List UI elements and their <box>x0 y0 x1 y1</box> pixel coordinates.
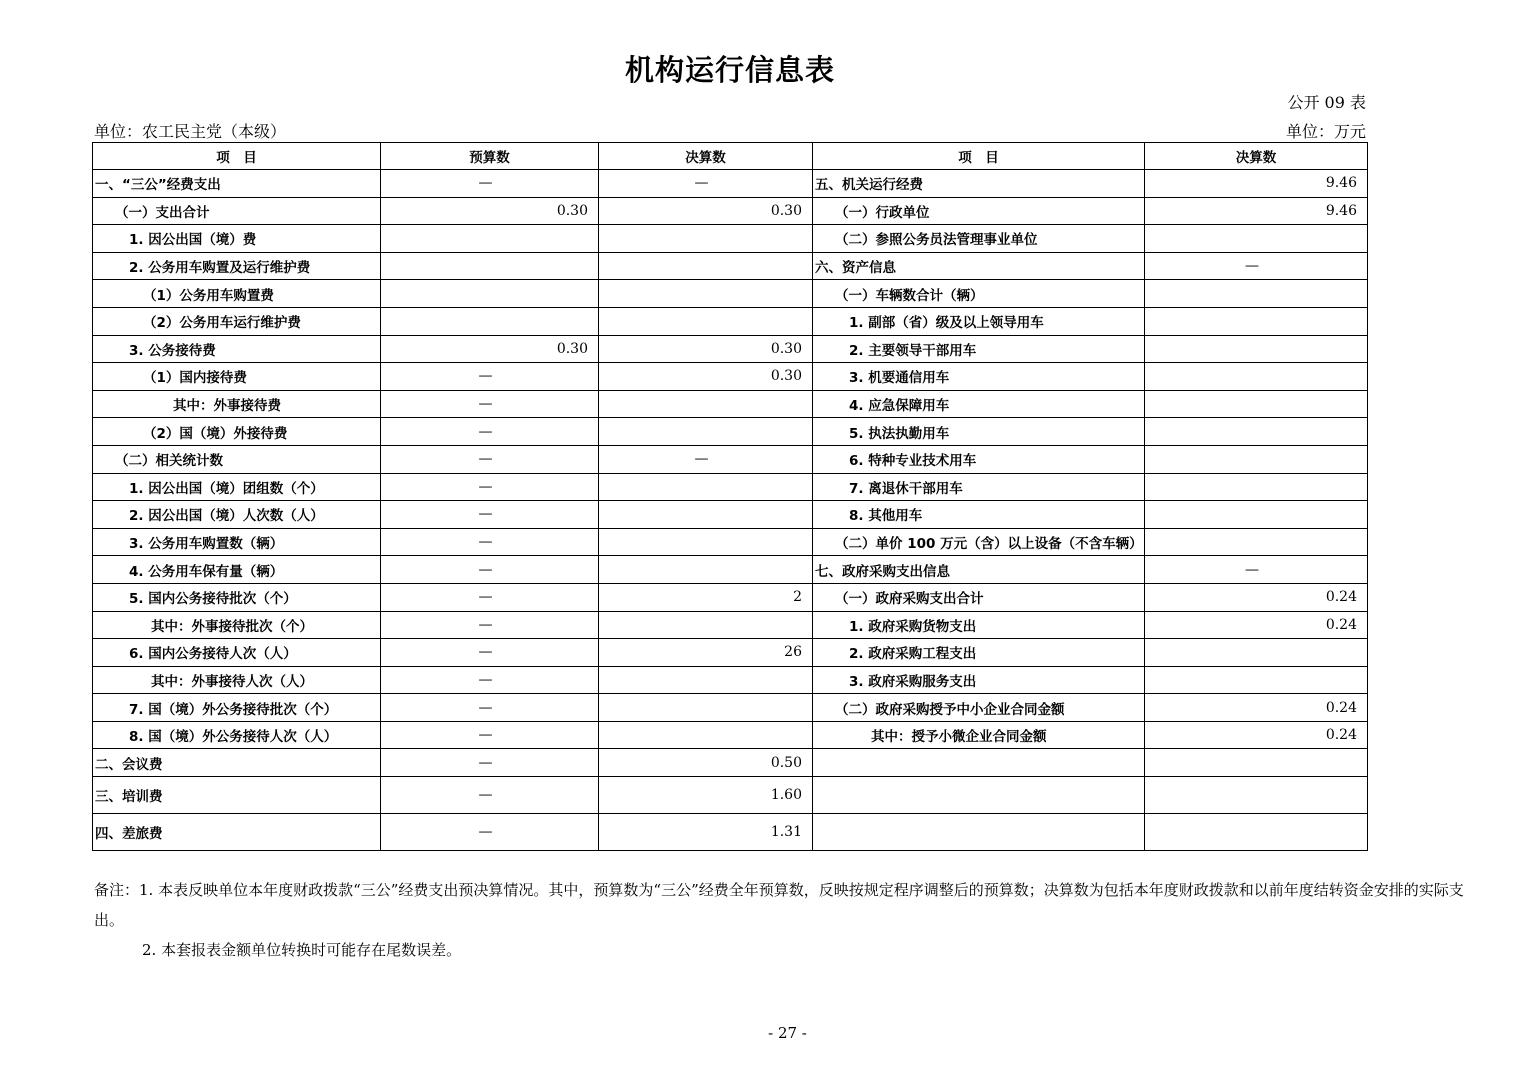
budget-value <box>381 307 599 335</box>
right-item-label: （二）参照公务员法管理事业单位 <box>813 225 1145 253</box>
budget-value: — <box>381 666 599 694</box>
table-row <box>93 777 1368 814</box>
right-final-value: 0.24 <box>1145 611 1368 639</box>
table-row <box>93 501 1368 529</box>
right-item-label <box>813 777 1145 814</box>
right-final-value: 9.46 <box>1145 197 1368 225</box>
final-value <box>599 721 813 749</box>
budget-value: — <box>381 556 599 584</box>
table-row <box>93 611 1368 639</box>
budget-value: — <box>381 721 599 749</box>
right-item-label: 五、机关运行经费 <box>813 170 1145 198</box>
right-item-label: （一）行政单位 <box>813 197 1145 225</box>
budget-value: 0.30 <box>381 197 599 225</box>
table-number: 公开 09 表 <box>1287 93 1366 112</box>
left-item-label: （二）相关统计数 <box>93 445 381 473</box>
left-item-label: （2）国（境）外接待费 <box>93 418 381 446</box>
right-final-value <box>1145 418 1368 446</box>
final-value: 1.31 <box>599 814 813 851</box>
info-table <box>92 142 1368 851</box>
table-row <box>93 280 1368 308</box>
right-item-label: 3. 政府采购服务支出 <box>813 666 1145 694</box>
header-final-right: 决算数 <box>1145 143 1368 170</box>
final-value <box>599 666 813 694</box>
right-item-label: 1. 副部（省）级及以上领导用车 <box>813 307 1145 335</box>
final-value <box>599 390 813 418</box>
table-row <box>93 583 1368 611</box>
right-final-value: 0.24 <box>1145 694 1368 722</box>
budget-value: — <box>381 390 599 418</box>
right-final-value <box>1145 528 1368 556</box>
right-final-value: 0.24 <box>1145 583 1368 611</box>
right-item-label: 5. 执法执勤用车 <box>813 418 1145 446</box>
final-value <box>599 252 813 280</box>
final-value: 0.30 <box>599 197 813 225</box>
right-item-label <box>813 749 1145 777</box>
left-item-label: 四、差旅费 <box>93 814 381 851</box>
right-item-label: 2. 主要领导干部用车 <box>813 335 1145 363</box>
left-item-label: 1. 因公出国（境）费 <box>93 225 381 253</box>
right-item-label: 7. 离退休干部用车 <box>813 473 1145 501</box>
right-item-label: （二）单价 100 万元（含）以上设备（不含车辆） <box>813 528 1145 556</box>
right-final-value <box>1145 225 1368 253</box>
left-item-label: 3. 公务用车购置数（辆） <box>93 528 381 556</box>
right-final-value <box>1145 280 1368 308</box>
final-value <box>599 418 813 446</box>
header-right-item: 项 目 <box>813 143 1145 170</box>
left-item-label: 其中：外事接待批次（个） <box>93 611 381 639</box>
final-value: — <box>599 445 813 473</box>
header-left-item: 项 目 <box>93 143 381 170</box>
budget-value: — <box>381 639 599 667</box>
right-item-label: 六、资产信息 <box>813 252 1145 280</box>
table-row <box>93 252 1368 280</box>
right-item-label: 七、政府采购支出信息 <box>813 556 1145 584</box>
left-item-label: （2）公务用车运行维护费 <box>93 307 381 335</box>
table-row <box>93 814 1368 851</box>
budget-value: — <box>381 501 599 529</box>
right-item-label <box>813 814 1145 851</box>
right-item-label: 2. 政府采购工程支出 <box>813 639 1145 667</box>
right-final-value <box>1145 363 1368 391</box>
right-final-value: — <box>1145 556 1368 584</box>
final-value: — <box>599 170 813 198</box>
right-final-value: — <box>1145 252 1368 280</box>
left-item-label: 一、“三公”经费支出 <box>93 170 381 198</box>
final-value <box>599 225 813 253</box>
right-final-value <box>1145 501 1368 529</box>
right-final-value <box>1145 666 1368 694</box>
table-row <box>93 666 1368 694</box>
right-item-label: 4. 应急保障用车 <box>813 390 1145 418</box>
budget-value: — <box>381 363 599 391</box>
budget-value <box>381 280 599 308</box>
budget-value: — <box>381 777 599 814</box>
right-final-value <box>1145 307 1368 335</box>
right-final-value <box>1145 390 1368 418</box>
header-budget: 预算数 <box>381 143 599 170</box>
right-final-value <box>1145 445 1368 473</box>
table-row <box>93 363 1368 391</box>
left-item-label: 二、会议费 <box>93 749 381 777</box>
final-value <box>599 501 813 529</box>
left-item-label: 其中：外事接待费 <box>93 390 381 418</box>
budget-value: — <box>381 170 599 198</box>
final-value <box>599 694 813 722</box>
left-item-label: 4. 公务用车保有量（辆） <box>93 556 381 584</box>
right-item-label: 8. 其他用车 <box>813 501 1145 529</box>
right-final-value: 9.46 <box>1145 170 1368 198</box>
reporting-unit: 单位：农工民主党（本级） <box>94 122 287 141</box>
final-value <box>599 280 813 308</box>
budget-value: — <box>381 694 599 722</box>
final-value: 0.30 <box>599 335 813 363</box>
table-row <box>93 639 1368 667</box>
final-value <box>599 556 813 584</box>
budget-value: — <box>381 473 599 501</box>
final-value <box>599 473 813 501</box>
left-item-label: 三、培训费 <box>93 777 381 814</box>
table-row <box>93 445 1368 473</box>
right-final-value <box>1145 814 1368 851</box>
left-item-label: 6. 国内公务接待人次（人） <box>93 639 381 667</box>
left-item-label: 1. 因公出国（境）团组数（个） <box>93 473 381 501</box>
right-final-value <box>1145 639 1368 667</box>
final-value <box>599 528 813 556</box>
note-1: 备注：1. 本表反映单位本年度财政拨款“三公”经费支出预决算情况。其中，预算数为“三公”经费全年预算数，反映按规定程序调整后的预算数；决算数为包括本年度财政拨款和以前年度结转资金安排的实际支出。 <box>94 881 1464 929</box>
currency-unit: 单位：万元 <box>1285 122 1366 141</box>
table-row <box>93 170 1368 198</box>
table-row <box>93 390 1368 418</box>
right-item-label: 其中：授予小微企业合同金额 <box>813 721 1145 749</box>
right-final-value <box>1145 777 1368 814</box>
table-header-row <box>93 143 1368 170</box>
left-item-label: （一）支出合计 <box>93 197 381 225</box>
table-row <box>93 473 1368 501</box>
notes <box>94 875 1484 965</box>
left-item-label: 8. 国（境）外公务接待人次（人） <box>93 721 381 749</box>
page-title: 机构运行信息表 <box>624 53 835 87</box>
final-value <box>599 307 813 335</box>
left-item-label: （1）公务用车购置费 <box>93 280 381 308</box>
table-row <box>93 721 1368 749</box>
right-final-value <box>1145 335 1368 363</box>
right-final-value <box>1145 749 1368 777</box>
left-item-label: 2. 公务用车购置及运行维护费 <box>93 252 381 280</box>
budget-value: 0.30 <box>381 335 599 363</box>
left-item-label: 7. 国（境）外公务接待批次（个） <box>93 694 381 722</box>
right-item-label: 3. 机要通信用车 <box>813 363 1145 391</box>
budget-value: — <box>381 528 599 556</box>
right-final-value: 0.24 <box>1145 721 1368 749</box>
table-row <box>93 556 1368 584</box>
table-row <box>93 335 1368 363</box>
left-item-label: 其中：外事接待人次（人） <box>93 666 381 694</box>
final-value: 0.30 <box>599 363 813 391</box>
left-item-label: 3. 公务接待费 <box>93 335 381 363</box>
header-final-left: 决算数 <box>599 143 813 170</box>
final-value <box>599 611 813 639</box>
budget-value: — <box>381 749 599 777</box>
left-item-label: 2. 因公出国（境）人次数（人） <box>93 501 381 529</box>
budget-value <box>381 225 599 253</box>
right-item-label: 1. 政府采购货物支出 <box>813 611 1145 639</box>
table-row <box>93 418 1368 446</box>
left-item-label: （1）国内接待费 <box>93 363 381 391</box>
left-item-label: 5. 国内公务接待批次（个） <box>93 583 381 611</box>
table-row <box>93 528 1368 556</box>
table-row <box>93 694 1368 722</box>
budget-value: — <box>381 814 599 851</box>
right-item-label: （一）车辆数合计（辆） <box>813 280 1145 308</box>
final-value: 2 <box>599 583 813 611</box>
page-number: - 27 - <box>768 1024 807 1042</box>
final-value: 1.60 <box>599 777 813 814</box>
final-value: 0.50 <box>599 749 813 777</box>
budget-value: — <box>381 418 599 446</box>
right-item-label: 6. 特种专业技术用车 <box>813 445 1145 473</box>
final-value: 26 <box>599 639 813 667</box>
budget-value: — <box>381 583 599 611</box>
table-row <box>93 307 1368 335</box>
right-final-value <box>1145 473 1368 501</box>
budget-value <box>381 252 599 280</box>
table-row <box>93 197 1368 225</box>
budget-value: — <box>381 611 599 639</box>
right-item-label: （二）政府采购授予中小企业合同金额 <box>813 694 1145 722</box>
right-item-label: （一）政府采购支出合计 <box>813 583 1145 611</box>
table-row <box>93 225 1368 253</box>
note-2: 2. 本套报表金额单位转换时可能存在尾数误差。 <box>142 941 462 959</box>
budget-value: — <box>381 445 599 473</box>
table-row <box>93 749 1368 777</box>
